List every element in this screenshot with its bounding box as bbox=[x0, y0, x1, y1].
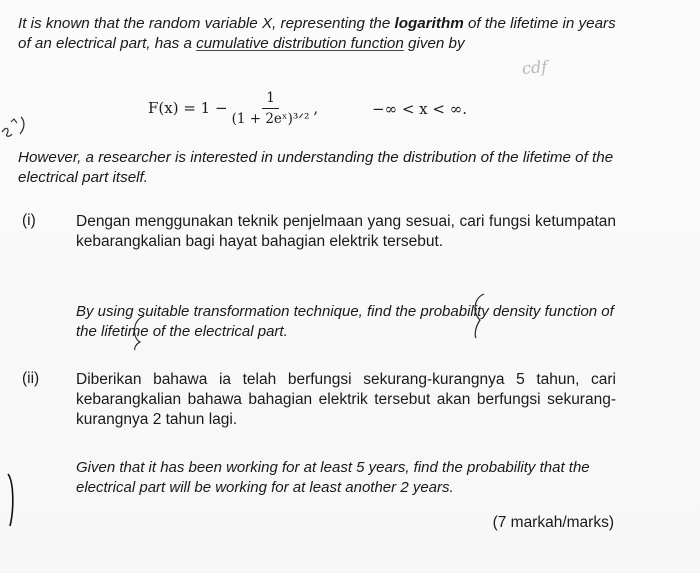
margin-bracket-mark bbox=[4, 470, 20, 530]
question-ii-label: (ii) bbox=[22, 370, 40, 387]
formula-denominator: (1 + 2eˣ)³ᐟ² bbox=[231, 110, 310, 127]
intro-paragraph bbox=[18, 14, 618, 54]
intro-text-2: of the lifetime in years of an electrical part, has a bbox=[18, 15, 616, 52]
question-ii-malay: Diberikan bahawa ia telah berfungsi sekurang-kurangnya 5 tahun, cari kebarangkalian bahawa bahagian elektrik tersebut akan berfungsi sekurang-kurangnya 2 tahun lagi. bbox=[76, 371, 616, 428]
formula-fraction bbox=[232, 90, 310, 127]
marks-label: (7 markah/marks) bbox=[492, 514, 614, 531]
pen-loop-mark bbox=[126, 312, 148, 352]
formula-domain: −∞ < x < ∞. bbox=[372, 100, 467, 118]
however-paragraph: However, a researcher is interested in understanding the distribution of the lifetime of the electrical part itself. bbox=[18, 149, 614, 186]
intro-text-1: It is known that the random variable X, representing the bbox=[18, 15, 395, 32]
margin-handwritten-note bbox=[0, 112, 30, 147]
pen-bracket-mark bbox=[466, 290, 488, 340]
question-i-malay: Dengan menggunakan teknik penjelmaan yang sesuai, cari fungsi ketumpatan kebarangkalian bagi hayat bahagian elektrik tersebut. bbox=[76, 213, 616, 250]
formula-comma: , bbox=[313, 99, 319, 117]
cdf-formula bbox=[148, 86, 318, 130]
margin-scribble-icon bbox=[0, 112, 30, 142]
intro-underlined-phrase: cumulative distribution function bbox=[196, 35, 404, 52]
formula-numerator: 1 bbox=[262, 90, 279, 109]
formula-lhs: F(x) = 1 − bbox=[148, 99, 228, 117]
handwritten-cdf-note: cdf bbox=[521, 57, 548, 78]
intro-bold-word: logarithm bbox=[394, 15, 464, 32]
intro-text-3: given by bbox=[403, 35, 465, 52]
question-i-english: By using suitable transformation technique, find the probability density function of the lifetime of the electrical part. bbox=[76, 303, 614, 340]
question-ii-english: Given that it has been working for at least 5 years, find the probability that the electrical part will be working for at least another 2 years. bbox=[76, 459, 590, 496]
question-i-label: (i) bbox=[22, 212, 36, 229]
